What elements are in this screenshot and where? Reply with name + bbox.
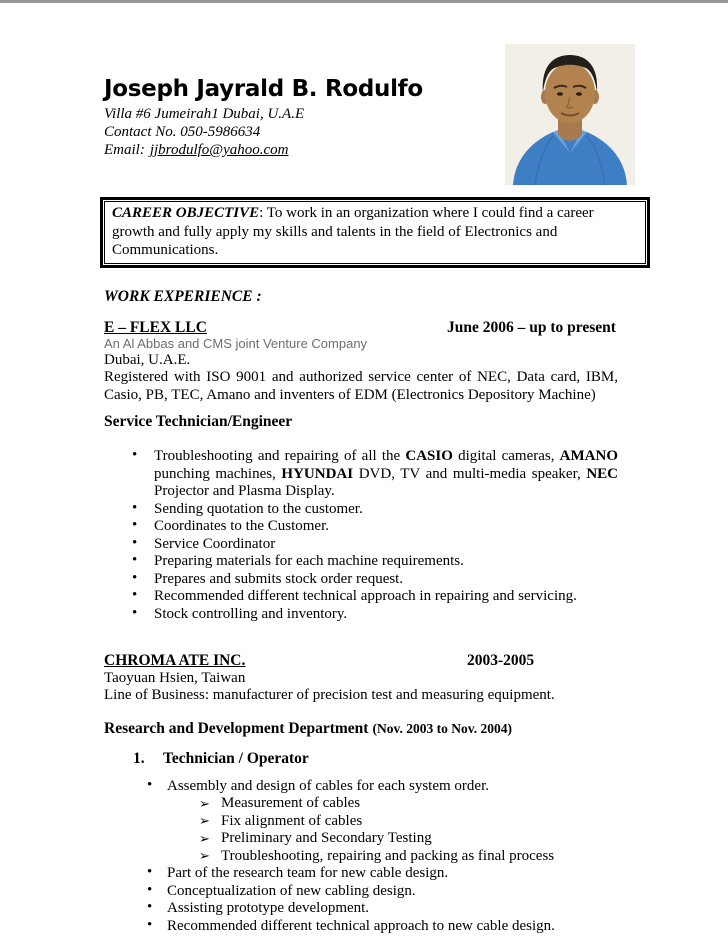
career-objective-box [100,197,650,268]
duty-text: Recommended different technical approach to new cable design. [167,917,555,934]
list-item [104,501,618,519]
document-content [104,0,618,935]
job1-duty-list [104,448,618,623]
position-number: 1. [133,749,145,767]
sub-list-item [104,848,618,866]
duty-text: Preparing materials for each machine requirements. [154,553,464,569]
sub-list-item [104,813,618,831]
brand-name: NEC [586,465,618,482]
sub-duty-text: Preliminary and Secondary Testing [221,830,432,846]
person-name: Joseph Jayrald B. Rodulfo [104,76,423,102]
sub-duty-text: Measurement of cables [221,795,361,811]
email-line [104,141,618,159]
duty-text: Part of the research team for new cable design. [167,865,449,881]
bullet-icon: • [147,776,153,793]
sub-list-item [104,830,618,848]
arrow-bullet-icon: ➢ [199,796,210,812]
brand-name: HYUNDAI [281,465,354,482]
job2-line-of-business: Line of Business: manufacturer of precision test and measuring equipment. [104,687,555,703]
job2-company-name: CHROMA ATE INC. [104,652,246,669]
career-objective-label: CAREER OBJECTIVE [112,205,260,221]
job2-block [104,652,618,935]
sub-duty-text: Troubleshooting, repairing and packing as final process [221,847,555,864]
duty-text: Prepares and submits stock order request. [154,570,404,587]
email-link[interactable]: jjbrodulfo@yahoo.com [149,142,289,158]
arrow-bullet-icon: ➢ [199,814,210,829]
bullet-icon: • [132,534,138,551]
bullet-icon: • [132,447,138,463]
duty-text: Service Coordinator [154,535,276,552]
duty-text: Stock controlling and inventory. [154,605,348,622]
contact-block [104,105,618,159]
bullet-icon: • [132,499,138,516]
duty-text: Assembly and design of cables for each system order. [167,777,489,794]
email-label: Email: [104,142,145,158]
bullet-icon: • [147,899,153,915]
job1-dates: June 2006 – up to present [447,318,616,336]
bullet-icon: • [132,569,138,586]
duty-text: Sending quotation to the customer. [154,500,363,517]
list-item [104,606,618,624]
duty-text-segment: digital cameras, [452,448,560,464]
job1-description: Registered with ISO 9001 and authorized service center of NEC, Data card, IBM, Casio, PB, TEC, Amano and inventers of EDM (Electronics Depository Machine) [104,369,618,403]
career-objective-inner [104,201,646,264]
list-item [104,865,618,883]
bullet-icon: • [132,604,138,621]
bullet-icon: • [147,916,153,933]
job2-dates: 2003-2005 [467,652,535,669]
job2-duty-list [104,778,618,936]
list-item [104,918,618,936]
list-item [104,448,618,501]
duty-text: Assisting prototype development. [167,900,370,916]
brand-name: AMANO [559,448,618,464]
duty-text: Conceptualization of new cabling design. [167,882,416,899]
department-name: Research and Development Department [104,719,369,737]
list-item [104,518,618,536]
job2-location: Taoyuan Hsien, Taiwan [104,669,246,686]
work-experience-heading: WORK EXPERIENCE : [104,287,262,305]
career-objective-text: : To work in an organization where I could find a career growth and fully apply my skills and talents in the field of Electronics and Communications. [112,205,594,258]
sub-list-item [104,795,618,813]
list-item [104,571,618,589]
job2-position-row [104,750,618,768]
address-line: Villa #6 Jumeirah1 Dubai, U.A.E [104,106,305,122]
job2-company-row [104,652,618,670]
list-item [104,553,618,571]
duty-text-segment: DVD, TV and multi-media speaker, [353,465,587,482]
duty-text-segment: punching machines, [154,465,282,482]
duty-text: Recommended different technical approach in repairing and servicing. [154,588,577,604]
list-item [104,883,618,901]
list-item [104,536,618,554]
duty-text-segment: Projector and Plasma Display. [154,483,335,499]
bullet-icon: • [147,864,153,880]
department-dates: (Nov. 2003 to Nov. 2004) [372,720,512,736]
arrow-bullet-icon: ➢ [199,831,210,847]
job1-company-name: E – FLEX LLC [104,318,207,336]
bullet-icon: • [132,552,138,568]
position-title: Technician / Operator [163,749,309,767]
job2-department-row [104,720,618,738]
list-item [104,778,618,796]
duty-text-segment: Troubleshooting and repairing of all the [154,448,406,464]
job1-company-row [104,319,618,337]
phone-line: Contact No. 050-5986634 [104,124,261,140]
list-item [104,900,618,918]
sub-duty-text: Fix alignment of cables [221,812,363,829]
bullet-icon: • [132,587,138,603]
brand-name: CASIO [405,448,453,464]
job1-location: Dubai, U.A.E. [104,351,191,368]
bullet-icon: • [147,881,153,898]
job1-role: Service Technician/Engineer [104,413,293,430]
bullet-icon: • [132,517,138,533]
duty-text: Coordinates to the Customer. [154,518,329,534]
arrow-bullet-icon: ➢ [199,849,210,864]
job1-subtitle: An Al Abbas and CMS joint Venture Company [104,336,368,351]
list-item [104,588,618,606]
